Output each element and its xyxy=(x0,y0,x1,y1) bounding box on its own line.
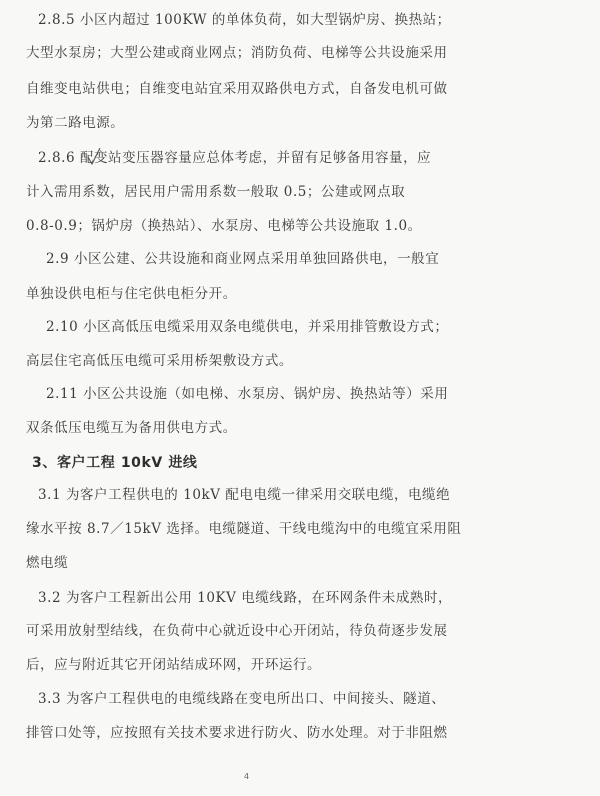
text-line: 2.8.6 配变站变压器容量应总体考虑，并留有足够备用容量，应 xyxy=(38,150,432,166)
text-line: 缘水平按 8.7／15kV 选择。电缆隧道、干线电缆沟中的电缆宜采用阻 xyxy=(26,521,462,537)
page-number: 4 xyxy=(244,772,250,781)
text-line: 可采用放射型结线，在负荷中心就近设中心开闭站，待负荷逐步发展 xyxy=(26,623,448,639)
section-heading: 3、客户工程 10kV 进线 xyxy=(32,455,198,471)
text-line: 为第二路电源。 xyxy=(26,115,125,131)
text-line: 排管口处等，应按照有关技术要求进行防火、防水处理。对于非阻燃 xyxy=(26,725,448,741)
handwritten-check-mark xyxy=(87,146,101,166)
text-line: 3.2 为客户工程新出公用 10KV 电缆线路，在环网条件未成熟时， xyxy=(38,590,453,606)
text-line: 0.8-0.9；锅炉房（换热站）、水泵房、电梯等公共设施取 1.0。 xyxy=(26,218,422,234)
text-line: 2.9 小区公建、公共设施和商业网点采用单独回路供电，一般宜 xyxy=(46,251,440,267)
text-line: 后，应与附近其它开闭站结成环网，开环运行。 xyxy=(26,657,322,673)
text-line: 单独设供电柜与住宅供电柜分开。 xyxy=(26,286,237,302)
text-line: 2.11 小区公共设施（如电梯、水泵房、锅炉房、换热站等）采用 xyxy=(46,386,449,402)
text-line: 大型水泵房；大型公建或商业网点；消防负荷、电梯等公共设施采用 xyxy=(26,45,448,61)
text-line: 燃电缆 xyxy=(26,555,69,571)
text-line: 2.8.5 小区内超过 100KW 的单体负荷，如大型锅炉房、换热站； xyxy=(38,12,451,28)
text-line: 3.3 为客户工程供电的电缆线路在变电所出口、中间接头、隧道、 xyxy=(38,691,446,707)
text-line: 双条低压电缆互为备用供电方式。 xyxy=(26,420,237,436)
text-line: 2.10 小区高低压电缆采用双条电缆供电，并采用排管敷设方式； xyxy=(46,319,449,335)
text-line: 高层住宅高低压电缆可采用桥架敷设方式。 xyxy=(26,353,293,369)
text-line: 自维变电站供电；自维变电站宜采用双路供电方式，自备发电机可做 xyxy=(26,81,448,97)
text-line: 3.1 为客户工程供电的 10kV 配电电缆一律采用交联电缆，电缆绝 xyxy=(38,487,451,503)
text-line: 计入需用系数，居民用户需用系数一般取 0.5；公建或网点取 xyxy=(26,184,406,200)
